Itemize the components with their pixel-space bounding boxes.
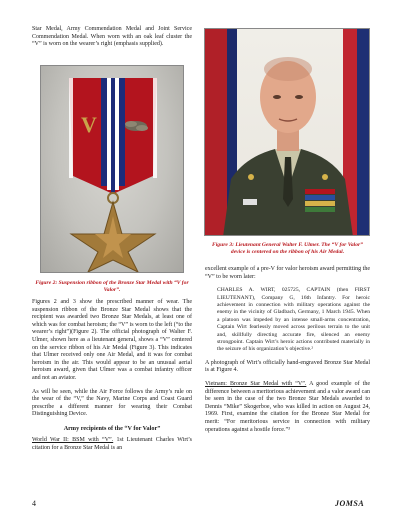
wwii-subheading: World War II: BSM with “V”. [32, 436, 114, 443]
figure-2-caption-wrap [32, 280, 192, 294]
right-paragraph-1: excellent example of a pre-V for valor heroism award permitting the “V” to be worn later: [205, 266, 370, 280]
left-paragraph-1: Figures 2 and 3 show the prescribed manner of wear. The suspension ribbon of the Bronze Star Medal shows that the recipient was awarded two Bronze Star Medals, at least one of which was for combat heroism; the “V” is worn to the left (“to the wearer’s right”)(Figure 2). The official photograph of Walter F. Ulmer, shown here as a lieutenant general, shows a “V” centered on the service ribbon of his Air Medal (Figure 3). This indicates that Ulmer received only one Air Medal, and it was for combat heroism in the air. This would appear to be an unusual aerial heroism award, given that Ulmer was a combat infantry officer and not an aviator. [32, 299, 192, 381]
right-column-body [205, 266, 370, 440]
figure-3-caption-wrap [205, 242, 370, 256]
left-paragraph-3 [32, 437, 192, 452]
right-paragraph-3 [205, 381, 370, 434]
left-paragraph-2: As will be seen, while the Air Force follows the Army’s rule on the wear of the “V,” the Navy, Marine Corps and Coast Guard prescribe a different manner for wearing their Combat Distinguishing Device. [32, 388, 192, 418]
figure-3-caption: Figure 3: Lieutenant General Walter F. Ulmer. The “V for Valor” device is centered on the ribbon of his Air Medal. [212, 242, 363, 255]
right-paragraph-3-text: A good example of the difference between a meritorious achievement and a valor award can be seen in the case of the two Bronze Star Medals awarded to Dennis “Mike” Skogerboe, who was killed in action on August 24, 1969. First, examine the citation for the Bronze Star Medal for merit: “For meritorious service in connection with military operations against a hostile force.”³ [205, 381, 370, 433]
v-device: V [81, 112, 97, 137]
page-number: 4 [32, 499, 36, 508]
general-portrait-image [205, 29, 370, 236]
wirt-citation-quote: CHARLES A. WIRT, 025725, CAPTAIN (then FIRST LIEUTENANT), Company G, 16th Infantry. For heroic achievement in connection with military operations against the enemy in the vicinity of Gladbach, Germany, 1 March 1945. When a platoon was impeded by an intense small-arms concentration, Captain Wirt fearlessly moved across perilous terrain to the unit and, skillfully directing accurate fire, silenced an enemy strongpoint. Captain Wirt’s heroic actions contributed materially in the seizure of his organization’s objective.² [217, 287, 370, 353]
figure-3-general-photo [204, 28, 370, 236]
intro-paragraph: Star Medal, Army Commendation Medal and Joint Service Commendation Medal. When worn with an oak leaf cluster the “V” is worn on the wearer’s right (emphasis supplied). [32, 26, 192, 48]
name-tag [243, 199, 257, 205]
publication-name: JOMSA [335, 499, 365, 508]
right-paragraph-2: A photograph of Wirt’s officially hand-engraved Bronze Star Medal is at Figure 4. [205, 359, 370, 374]
bronze-star-medal-image [41, 66, 184, 273]
left-column-body [32, 299, 192, 458]
intro-continuation [32, 26, 192, 55]
vietnam-subheading: Vietnam: Bronze Star Medal with “V”. [205, 381, 307, 388]
figure-2-caption: Figure 2: Suspension ribbon of the Bronze Star Medal with “V for Valor”. [35, 280, 189, 293]
section-heading: Army recipients of the “V for Valor” [63, 424, 161, 432]
figure-2-medal-photo [40, 65, 184, 273]
left-paragraph-3-text: 1st Lieutenant Charles Wirt’s citation for a Bronze Star Medal is an [32, 436, 192, 451]
